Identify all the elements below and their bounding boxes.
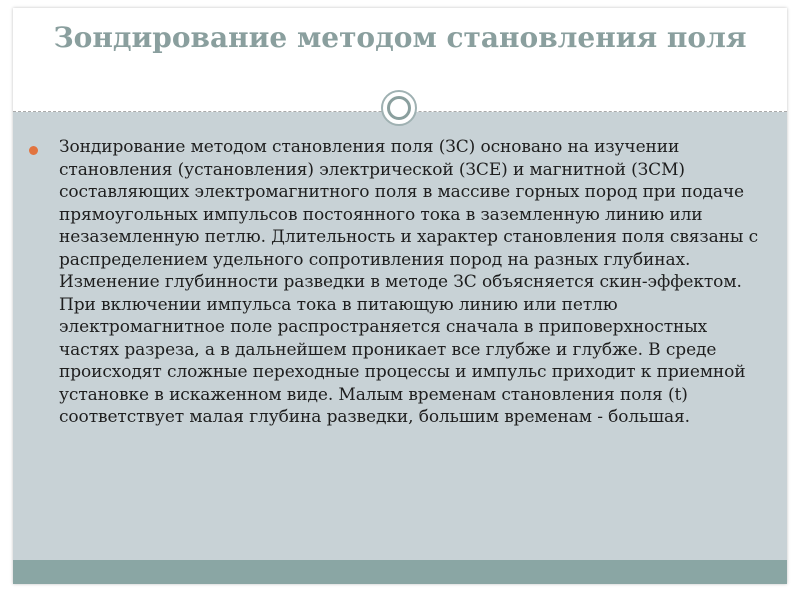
bottom-bar bbox=[13, 560, 787, 584]
slide-title: Зондирование методом становления поля bbox=[53, 21, 747, 54]
divider-ring-icon bbox=[381, 90, 417, 126]
bullet-icon bbox=[29, 146, 38, 155]
slide-frame bbox=[13, 8, 787, 584]
body-paragraph: Зондирование методом становления поля (ЗС) основано на изучении становления (установления) электрической (ЗСЕ) и магнитной (ЗСМ) составляющих электромагнитного поля в массиве горных пород при подаче прямоугольных импульсов постоянного тока в заземленную линию или незаземленную петлю. Длительность и характер становления поля связаны с распределением удельного сопротивления пород на разных глубинах. Изменение глубинности разведки в методе ЗС объясняется скин-эффектом. При включении импульса тока в питающую линию или петлю электромагнитное поле распространяется сначала в приповерхностных частях разреза, а в дальнейшем проникает все глубже и глубже. В среде происходят сложные переходные процессы и импульс приходит к приемной установке в искаженном виде. Малым временам становления поля (t) соответствует малая глубина разведки, большим временам - большая. bbox=[59, 137, 759, 427]
